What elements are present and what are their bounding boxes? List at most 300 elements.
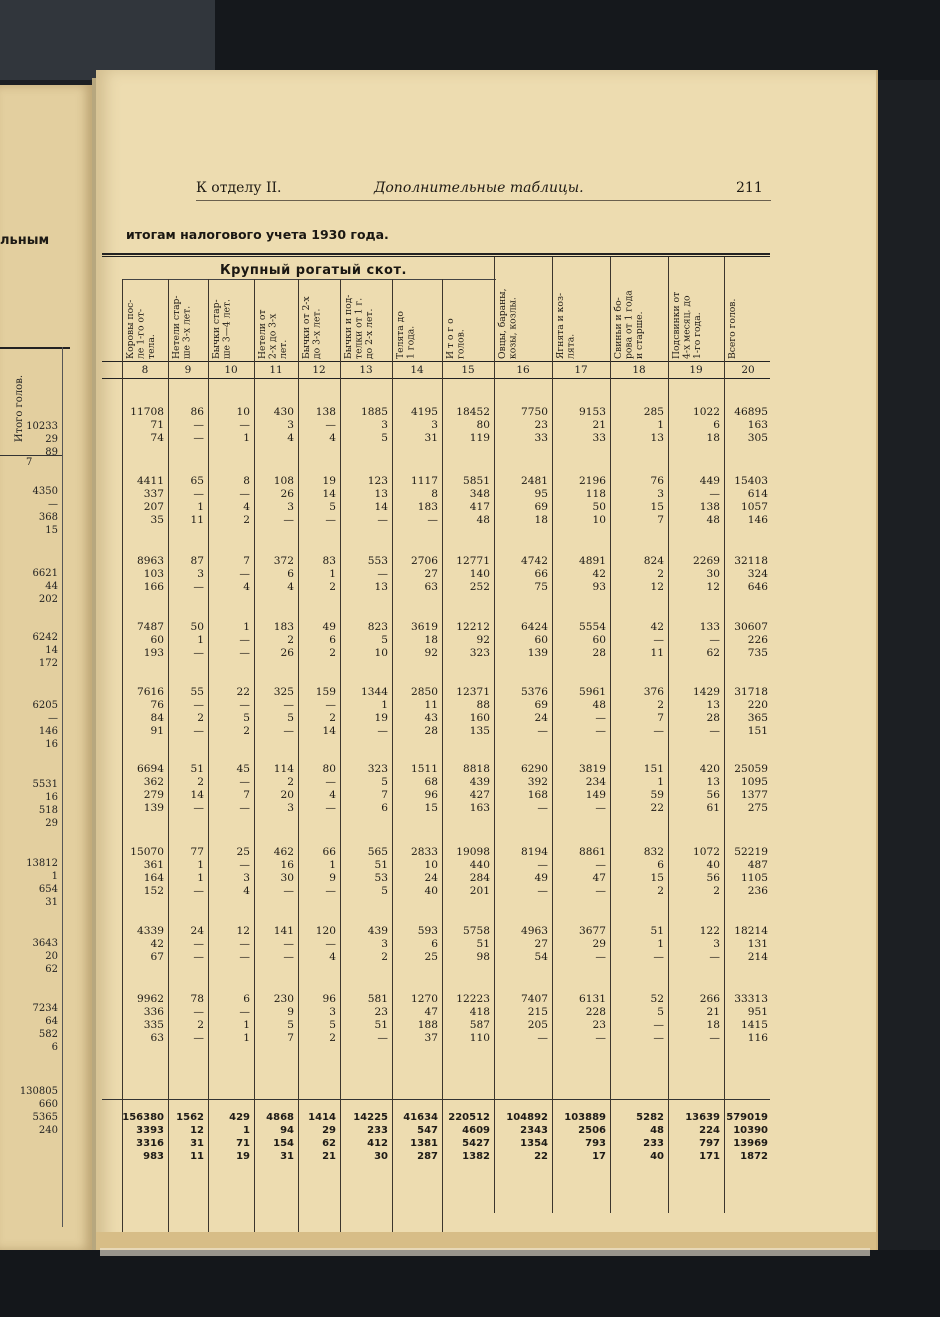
- table-cell: [208, 763, 250, 815]
- table-cell: [724, 621, 768, 660]
- table-cell: [494, 993, 548, 1045]
- cell-value: —: [537, 802, 548, 814]
- cell-value: 46895: [734, 406, 768, 418]
- cell-value: 28: [592, 647, 606, 659]
- cell-value: 7: [657, 712, 664, 724]
- table-cell: [392, 846, 438, 898]
- cell-value: 103: [143, 568, 164, 580]
- cell-value: 5376: [521, 686, 548, 698]
- cell-value: 323: [469, 647, 490, 659]
- cell-value: 6: [287, 568, 294, 580]
- cell-value: 10: [592, 514, 606, 526]
- cell-value: —: [283, 938, 294, 950]
- cell-value: 287: [417, 1151, 438, 1162]
- table-cell: [442, 475, 490, 527]
- cell-value: 614: [747, 488, 768, 500]
- cell-value: 2: [657, 699, 664, 711]
- cell-value: 439: [367, 925, 388, 937]
- cell-value: —: [193, 1006, 204, 1018]
- cell-value: —: [239, 699, 250, 711]
- cell-value: 4: [329, 789, 336, 801]
- cell-value: —: [653, 634, 664, 646]
- cell-value: 13969: [733, 1138, 768, 1149]
- table-cell: [494, 1111, 548, 1163]
- cell-value: 5365: [32, 1112, 58, 1123]
- cell-value: 65: [190, 475, 204, 487]
- table-cell: [668, 406, 720, 445]
- table-cell: [442, 1111, 490, 1163]
- cell-value: 2: [287, 634, 294, 646]
- cell-value: 62: [45, 964, 58, 975]
- table-cell: [254, 1111, 294, 1163]
- cell-value: 40: [650, 1151, 664, 1162]
- table-cell: [122, 993, 164, 1045]
- cell-value: 824: [643, 555, 664, 567]
- cell-value: 31: [190, 1138, 204, 1149]
- cell-value: 2343: [520, 1125, 548, 1136]
- cell-value: —: [325, 419, 336, 431]
- table-cell: [610, 1111, 664, 1163]
- cell-value: 3: [329, 1006, 336, 1018]
- cell-value: —: [239, 488, 250, 500]
- cell-value: 50: [190, 621, 204, 633]
- cell-value: 285: [643, 406, 664, 418]
- cell-value: 3677: [579, 925, 606, 937]
- cell-value: 365: [747, 712, 768, 724]
- table-cell: [298, 763, 336, 815]
- cell-value: 96: [424, 789, 438, 801]
- cell-value: 205: [527, 1019, 548, 1031]
- cell-value: 86: [190, 406, 204, 418]
- cell-value: 22: [236, 686, 250, 698]
- cell-value: 7: [657, 514, 664, 526]
- table-cell: [724, 406, 768, 445]
- left-cell: [26, 857, 58, 909]
- cell-value: 14: [322, 725, 336, 737]
- cell-value: 29: [592, 938, 606, 950]
- cell-value: 4868: [266, 1112, 294, 1123]
- cell-value: 31: [280, 1151, 294, 1162]
- table-cell: [208, 925, 250, 964]
- cell-value: 69: [534, 699, 548, 711]
- cell-value: 14225: [353, 1112, 388, 1123]
- cell-value: 8: [243, 475, 250, 487]
- cell-value: 5851: [463, 475, 490, 487]
- cell-value: 1117: [411, 475, 438, 487]
- cell-value: 7750: [521, 406, 548, 418]
- cell-value: 151: [643, 763, 664, 775]
- cell-value: 3: [431, 419, 438, 431]
- cell-value: 372: [273, 555, 294, 567]
- cell-value: 4609: [462, 1125, 490, 1136]
- cell-value: 7487: [137, 621, 164, 633]
- cell-value: —: [653, 1032, 664, 1044]
- table-cell: [168, 846, 204, 898]
- table-top-rule: [102, 253, 770, 255]
- cell-value: —: [595, 1032, 606, 1044]
- cell-value: 151: [747, 725, 768, 737]
- running-head-title: Дополнительные таблицы.: [374, 180, 584, 196]
- cell-value: 6: [713, 419, 720, 431]
- cell-value: 11708: [130, 406, 164, 418]
- cell-value: 2: [657, 568, 664, 580]
- cell-value: 21: [322, 1151, 336, 1162]
- cell-value: 64: [45, 1016, 58, 1027]
- cell-value: 3: [287, 802, 294, 814]
- cell-value: 33: [534, 432, 548, 444]
- cell-value: 48: [706, 514, 720, 526]
- table-cell: [494, 925, 548, 964]
- cell-value: —: [653, 1019, 664, 1031]
- cell-value: 3: [381, 419, 388, 431]
- cell-value: —: [325, 885, 336, 897]
- cell-value: 48: [592, 699, 606, 711]
- cell-value: 60: [592, 634, 606, 646]
- cell-value: 19: [322, 475, 336, 487]
- column-number: 19: [689, 364, 703, 376]
- cell-value: 13: [650, 432, 664, 444]
- cell-value: 25: [424, 951, 438, 963]
- table-cell: [552, 993, 606, 1045]
- cell-value: 2481: [521, 475, 548, 487]
- cell-value: 587: [469, 1019, 490, 1031]
- left-cell: [20, 1085, 58, 1137]
- cell-value: 16: [280, 859, 294, 871]
- left-column-header: Итого голов.: [14, 375, 25, 443]
- cell-value: 1: [197, 634, 204, 646]
- cell-value: 16: [45, 739, 58, 750]
- table-cell: [122, 925, 164, 964]
- cell-value: 12371: [456, 686, 490, 698]
- table-cell: [724, 993, 768, 1045]
- cell-value: 118: [585, 488, 606, 500]
- left-cell: [33, 1002, 58, 1054]
- cell-value: 25059: [734, 763, 768, 775]
- cell-value: 48: [650, 1125, 664, 1136]
- cell-value: 823: [367, 621, 388, 633]
- cell-value: —: [377, 1032, 388, 1044]
- cell-value: 123: [367, 475, 388, 487]
- cell-value: 33313: [734, 993, 768, 1005]
- table-cell: [552, 1111, 606, 1163]
- cell-value: 119: [469, 432, 490, 444]
- cell-value: 3: [381, 938, 388, 950]
- cell-value: 1: [243, 1019, 250, 1031]
- table-cell: [610, 763, 664, 815]
- cell-value: —: [239, 1006, 250, 1018]
- cell-value: 1511: [411, 763, 438, 775]
- cell-value: 45: [236, 763, 250, 775]
- cell-value: 139: [527, 647, 548, 659]
- cell-value: 2: [329, 1032, 336, 1044]
- cell-value: 14: [190, 789, 204, 801]
- cell-value: 42: [150, 938, 164, 950]
- table-cell: [724, 846, 768, 898]
- cell-value: 15: [45, 525, 58, 536]
- cell-value: 2196: [579, 475, 606, 487]
- cell-value: —: [283, 951, 294, 963]
- cell-value: —: [537, 885, 548, 897]
- cell-value: —: [377, 725, 388, 737]
- cell-value: 31: [424, 432, 438, 444]
- cell-value: 5: [243, 712, 250, 724]
- cell-value: —: [193, 725, 204, 737]
- cell-value: —: [193, 432, 204, 444]
- cell-value: —: [48, 713, 58, 724]
- cell-value: 120: [315, 925, 336, 937]
- cell-value: 138: [699, 501, 720, 513]
- cell-value: 336: [143, 1006, 164, 1018]
- cell-value: 5: [381, 432, 388, 444]
- cell-value: 462: [273, 846, 294, 858]
- column-number: 12: [312, 364, 326, 376]
- cell-value: 547: [417, 1125, 438, 1136]
- cell-value: 7: [381, 789, 388, 801]
- cell-value: 54: [534, 951, 548, 963]
- right-page: [96, 70, 876, 1252]
- table-cell: [208, 1111, 250, 1163]
- cell-value: 66: [534, 568, 548, 580]
- column-number: 20: [741, 364, 755, 376]
- cell-value: 275: [747, 802, 768, 814]
- cell-value: 3: [287, 501, 294, 513]
- table-cell: [254, 406, 294, 445]
- cell-value: —: [283, 885, 294, 897]
- cell-value: 138: [315, 406, 336, 418]
- table-cell: [494, 475, 548, 527]
- table-subtitle: итогам налогового учета 1930 года.: [126, 227, 389, 242]
- cell-value: 94: [280, 1125, 294, 1136]
- cell-value: 797: [699, 1138, 720, 1149]
- cell-value: —: [239, 859, 250, 871]
- cell-value: 11: [424, 699, 438, 711]
- cell-value: —: [325, 802, 336, 814]
- cell-value: 337: [143, 488, 164, 500]
- cell-value: 13: [374, 581, 388, 593]
- cell-value: 207: [143, 501, 164, 513]
- cell-value: 324: [747, 568, 768, 580]
- cattle-group-title: Крупный рогатый скот.: [220, 263, 407, 278]
- cell-value: 4350: [32, 486, 58, 497]
- cell-value: 159: [315, 686, 336, 698]
- cell-value: —: [193, 938, 204, 950]
- cell-value: 62: [706, 647, 720, 659]
- table-cell: [610, 621, 664, 660]
- cell-value: —: [653, 725, 664, 737]
- cell-value: 2: [713, 885, 720, 897]
- cell-value: 27: [534, 938, 548, 950]
- cell-value: 230: [273, 993, 294, 1005]
- cell-value: 3316: [136, 1138, 164, 1149]
- cell-value: 5: [287, 712, 294, 724]
- cell-value: 108: [273, 475, 294, 487]
- cell-value: 1: [329, 568, 336, 580]
- cell-value: 1382: [462, 1151, 490, 1162]
- cell-value: —: [595, 951, 606, 963]
- left-cell: [26, 420, 58, 459]
- cell-value: 1: [243, 1125, 250, 1136]
- cell-value: 1: [197, 872, 204, 884]
- cell-value: 279: [143, 789, 164, 801]
- cell-value: 77: [190, 846, 204, 858]
- cell-value: 60: [534, 634, 548, 646]
- table-cell: [122, 621, 164, 660]
- cattle-group-rule: [122, 279, 496, 280]
- cell-value: 20: [280, 789, 294, 801]
- cell-value: 4963: [521, 925, 548, 937]
- cell-value: 29: [322, 1125, 336, 1136]
- cell-value: 18452: [456, 406, 490, 418]
- cell-value: 23: [592, 1019, 606, 1031]
- cell-value: —: [193, 1032, 204, 1044]
- cell-value: 164: [143, 872, 164, 884]
- cell-value: 91: [150, 725, 164, 737]
- cell-value: 449: [699, 475, 720, 487]
- cell-value: 26: [280, 647, 294, 659]
- table-cell: [168, 993, 204, 1045]
- cell-value: 12223: [456, 993, 490, 1005]
- cell-value: 417: [469, 501, 490, 513]
- cell-value: 234: [585, 776, 606, 788]
- cell-value: 80: [476, 419, 490, 431]
- cell-value: 5758: [463, 925, 490, 937]
- table-cell: [668, 686, 720, 738]
- page-number: 211: [736, 180, 763, 196]
- cell-value: 518: [38, 805, 58, 816]
- cell-value: 233: [367, 1125, 388, 1136]
- table-cell: [610, 475, 664, 527]
- cell-value: 220512: [448, 1112, 490, 1123]
- cell-value: 348: [469, 488, 490, 500]
- cell-value: 1872: [740, 1151, 768, 1162]
- cell-value: 5531: [32, 779, 58, 790]
- cell-value: —: [595, 885, 606, 897]
- cell-value: 47: [424, 1006, 438, 1018]
- table-cell: [122, 406, 164, 445]
- table-cell: [340, 925, 388, 964]
- cell-value: 25: [236, 846, 250, 858]
- column-number: 8: [141, 364, 149, 376]
- cell-value: —: [48, 499, 58, 510]
- column-header: Бычки стар- ше 3—4 лет.: [211, 299, 233, 359]
- table-cell: [724, 925, 768, 964]
- cell-value: 42: [650, 621, 664, 633]
- cell-value: 4: [243, 885, 250, 897]
- cell-value: —: [193, 802, 204, 814]
- table-cell: [168, 1111, 204, 1163]
- column-number: 17: [574, 364, 588, 376]
- table-cell: [254, 993, 294, 1045]
- table-cell: [610, 686, 664, 738]
- table-cell: [552, 686, 606, 738]
- table-cell: [298, 993, 336, 1045]
- cell-value: —: [709, 951, 720, 963]
- cell-value: 361: [143, 859, 164, 871]
- column-number: 10: [224, 364, 238, 376]
- table-cell: [208, 993, 250, 1045]
- cell-value: 96: [322, 993, 336, 1005]
- table-cell: [254, 555, 294, 594]
- cell-value: 579019: [726, 1112, 768, 1123]
- cell-value: 983: [143, 1151, 164, 1162]
- cell-value: 1: [657, 419, 664, 431]
- cell-value: 6: [381, 802, 388, 814]
- cell-value: 172: [38, 658, 58, 669]
- cell-value: 832: [643, 846, 664, 858]
- cell-value: —: [709, 634, 720, 646]
- cell-value: 376: [643, 686, 664, 698]
- column-header: Овцы, бараны, козы, козлы.: [497, 288, 519, 359]
- left-cell: [33, 631, 58, 670]
- cell-value: 48: [476, 514, 490, 526]
- cell-value: 15070: [130, 846, 164, 858]
- cell-value: 9153: [579, 406, 606, 418]
- cell-value: 6205: [32, 700, 58, 711]
- cell-value: 2: [329, 712, 336, 724]
- cell-value: 50: [592, 501, 606, 513]
- table-cell: [552, 763, 606, 815]
- cell-value: 284: [469, 872, 490, 884]
- table-cell: [168, 475, 204, 527]
- column-number: 11: [269, 364, 283, 376]
- cell-value: 5282: [636, 1112, 664, 1123]
- cell-value: 2: [243, 725, 250, 737]
- cell-value: 9: [329, 872, 336, 884]
- table-cell: [668, 1111, 720, 1163]
- table-cell: [552, 621, 606, 660]
- cell-value: —: [377, 514, 388, 526]
- table-cell: [122, 555, 164, 594]
- cell-value: 2: [657, 885, 664, 897]
- cell-value: 6: [243, 993, 250, 1005]
- cell-value: 202: [38, 594, 58, 605]
- binding-strip: [100, 1248, 870, 1256]
- cell-value: 2506: [578, 1125, 606, 1136]
- cell-value: 49: [322, 621, 336, 633]
- cell-value: 6621: [32, 568, 58, 579]
- running-head-section: К отделу II.: [196, 180, 282, 196]
- cell-value: 49: [534, 872, 548, 884]
- cell-value: —: [193, 885, 204, 897]
- cell-value: 4891: [579, 555, 606, 567]
- cell-value: 11: [190, 514, 204, 526]
- cell-value: 93: [592, 581, 606, 593]
- table-cell: [494, 686, 548, 738]
- cell-value: 22: [650, 802, 664, 814]
- cell-value: —: [239, 951, 250, 963]
- table-cell: [254, 763, 294, 815]
- cell-value: 30: [374, 1151, 388, 1162]
- cell-value: 14: [374, 501, 388, 513]
- table-cell: [298, 686, 336, 738]
- column-header: Свиньи и бо- рова от 1 года и старше.: [613, 290, 645, 359]
- table-cell: [552, 555, 606, 594]
- cell-value: 51: [190, 763, 204, 775]
- cell-value: 15: [650, 501, 664, 513]
- table-cell: [254, 621, 294, 660]
- column-number: 14: [410, 364, 424, 376]
- cell-value: 439: [469, 776, 490, 788]
- cell-value: 646: [747, 581, 768, 593]
- cell-value: —: [377, 568, 388, 580]
- cell-value: 56: [706, 872, 720, 884]
- cell-value: 8963: [137, 555, 164, 567]
- cell-value: 735: [747, 647, 768, 659]
- table-cell: [208, 475, 250, 527]
- cell-value: 5: [657, 1006, 664, 1018]
- cell-value: 18: [706, 432, 720, 444]
- cell-value: 368: [38, 512, 58, 523]
